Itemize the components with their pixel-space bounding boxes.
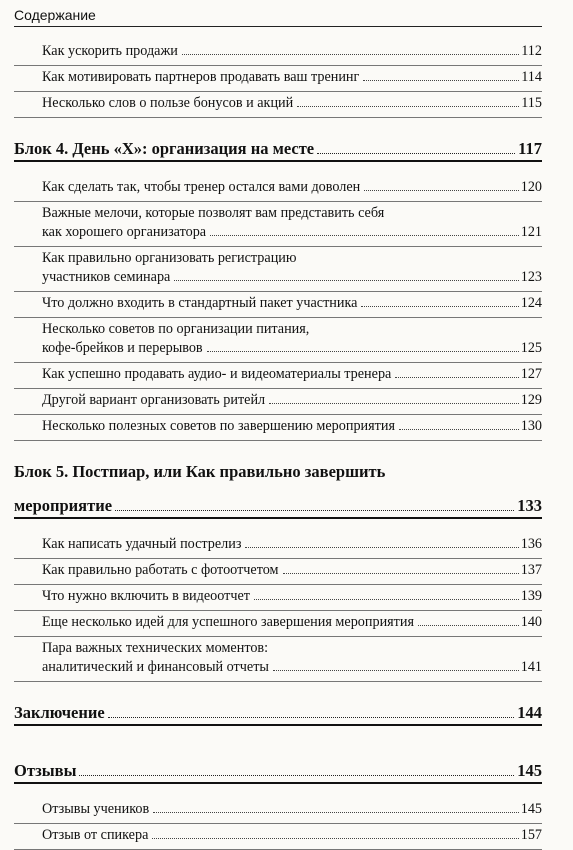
- page-number: 141: [520, 659, 542, 675]
- dot-leader: [152, 838, 518, 839]
- page-number: 115: [521, 95, 542, 111]
- dot-leader: [317, 153, 515, 154]
- page-number: 145: [520, 801, 542, 817]
- dot-leader: [210, 235, 519, 236]
- entry-title: Как ускорить продажи: [42, 43, 178, 59]
- entry-title: кофе-брейков и перерывов: [42, 340, 203, 356]
- entry-title: Как успешно продавать аудио- и видеоматериалы тренера: [42, 366, 392, 382]
- entry-title: участников семинара: [42, 269, 171, 285]
- table-of-contents: [14, 40, 542, 850]
- page-number: 157: [520, 827, 542, 843]
- dot-leader: [254, 599, 519, 600]
- toc-entry[interactable]: [14, 292, 542, 318]
- toc-entry[interactable]: [14, 824, 542, 850]
- toc-entry[interactable]: [14, 176, 542, 202]
- toc-entry[interactable]: [14, 559, 542, 585]
- page-number: 145: [517, 761, 542, 780]
- toc-entry[interactable]: [14, 611, 542, 637]
- toc-section[interactable]: [14, 461, 542, 519]
- page-number: 140: [520, 614, 542, 630]
- page-number: 130: [520, 418, 542, 434]
- dot-leader: [245, 547, 518, 548]
- section-title: Отзывы: [14, 761, 77, 780]
- entry-title: аналитический и финансовый отчеты: [42, 659, 269, 675]
- toc-section[interactable]: [14, 760, 542, 784]
- entry-title: Несколько слов о пользе бонусов и акций: [42, 95, 294, 111]
- entry-title: Что должно входить в стандартный пакет участника: [42, 295, 358, 311]
- section-title: Блок 5. Постпиар, или Как правильно завершить: [14, 462, 386, 481]
- dot-leader: [418, 625, 519, 626]
- entry-title: Как правильно организовать регистрацию: [42, 250, 297, 266]
- entry-title: Как сделать так, чтобы тренер остался вами доволен: [42, 179, 361, 195]
- dot-leader: [273, 670, 519, 671]
- page-number: 125: [520, 340, 542, 356]
- dot-leader: [297, 106, 519, 107]
- dot-leader: [363, 80, 519, 81]
- dot-leader: [174, 280, 518, 281]
- page-number: 124: [520, 295, 542, 311]
- section-title: Блок 4. День «Х»: организация на месте: [14, 139, 315, 158]
- dot-leader: [364, 190, 518, 191]
- entry-title: Как написать удачный пострелиз: [42, 536, 242, 552]
- section-spacer: [14, 740, 542, 760]
- toc-entry[interactable]: [14, 389, 542, 415]
- toc-entry[interactable]: [14, 585, 542, 611]
- section-spacer: [14, 162, 542, 176]
- toc-entry[interactable]: [14, 798, 542, 824]
- toc-entry[interactable]: [14, 92, 542, 118]
- toc-entry[interactable]: [14, 40, 542, 66]
- dot-leader: [399, 429, 519, 430]
- entry-title: Как мотивировать партнеров продавать ваш тренинг: [42, 69, 360, 85]
- entry-title: Еще несколько идей для успешного завершения мероприятия: [42, 614, 415, 630]
- dot-leader: [395, 377, 518, 378]
- dot-leader: [79, 775, 514, 776]
- page-number: 112: [521, 43, 542, 59]
- dot-leader: [182, 54, 519, 55]
- toc-section[interactable]: [14, 138, 542, 162]
- entry-title: Что нужно включить в видеоотчет: [42, 588, 250, 604]
- entry-title: Несколько советов по организации питания,: [42, 321, 310, 337]
- page-number: 133: [517, 496, 542, 515]
- toc-entry[interactable]: [14, 247, 542, 292]
- page-number: 123: [520, 269, 542, 285]
- page-number: 117: [518, 139, 542, 158]
- section-spacer: [14, 682, 542, 702]
- toc-entry[interactable]: [14, 318, 542, 363]
- dot-leader: [207, 351, 519, 352]
- entry-title: Пара важных технических моментов:: [42, 640, 269, 656]
- page-number: 136: [520, 536, 542, 552]
- toc-entry[interactable]: [14, 533, 542, 559]
- toc-entry[interactable]: [14, 415, 542, 441]
- page-number: 137: [520, 562, 542, 578]
- toc-section[interactable]: [14, 702, 542, 726]
- toc-entry[interactable]: [14, 637, 542, 682]
- page-title: Содержание: [14, 7, 96, 23]
- dot-leader: [108, 717, 515, 718]
- entry-title: Другой вариант организовать ритейл: [42, 392, 266, 408]
- entry-title: Несколько полезных советов по завершению мероприятия: [42, 418, 395, 434]
- page-number: 144: [517, 703, 542, 722]
- section-title: мероприятие: [14, 496, 113, 515]
- page-number: 139: [520, 588, 542, 604]
- page-number: 114: [521, 69, 542, 85]
- section-spacer: [14, 726, 542, 740]
- dot-leader: [361, 306, 518, 307]
- page-number: 121: [520, 224, 542, 240]
- entry-title: Отзыв от спикера: [42, 827, 149, 843]
- section-title: Заключение: [14, 703, 105, 722]
- page-number: 127: [520, 366, 542, 382]
- section-spacer: [14, 784, 542, 798]
- dot-leader: [153, 812, 519, 813]
- dot-leader: [269, 403, 519, 404]
- section-spacer: [14, 441, 542, 461]
- dot-leader: [283, 573, 519, 574]
- entry-title: Отзывы учеников: [42, 801, 150, 817]
- entry-title: как хорошего организатора: [42, 224, 207, 240]
- section-spacer: [14, 118, 542, 138]
- section-spacer: [14, 519, 542, 533]
- page-number: 120: [520, 179, 542, 195]
- running-head: [14, 4, 542, 27]
- entry-title: Как правильно работать с фотоотчетом: [42, 562, 279, 578]
- entry-title: Важные мелочи, которые позволят вам представить себя: [42, 205, 385, 221]
- toc-entry[interactable]: [14, 363, 542, 389]
- toc-entry[interactable]: [14, 202, 542, 247]
- page-number: 129: [520, 392, 542, 408]
- dot-leader: [115, 510, 514, 511]
- toc-entry[interactable]: [14, 66, 542, 92]
